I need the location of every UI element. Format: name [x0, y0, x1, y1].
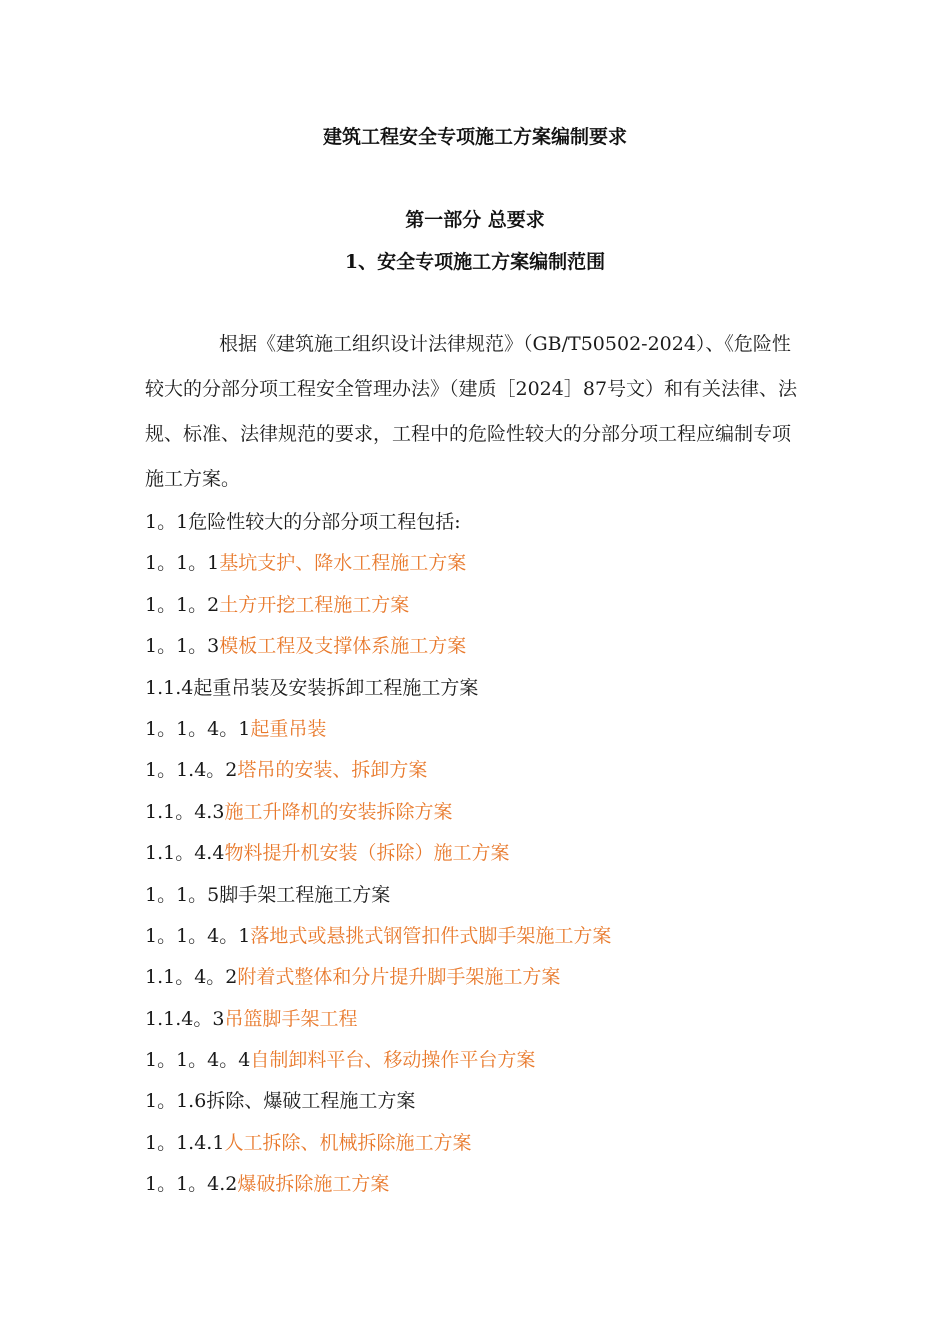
- item-number: 1.1.4: [145, 676, 194, 699]
- item-link[interactable]: 塔吊的安装、拆卸方案: [237, 759, 428, 782]
- item-link[interactable]: 附着式整体和分片提升脚手架施工方案: [237, 966, 561, 989]
- list-item: [145, 750, 845, 791]
- list-item: [145, 957, 845, 998]
- list-item: [145, 1164, 845, 1205]
- item-link[interactable]: 起重吊装: [250, 717, 327, 740]
- item-number: 1。1。4.2: [145, 1173, 238, 1196]
- item-number: 1.1。4.3: [145, 800, 225, 823]
- item-number: 1.1。4。2: [145, 966, 238, 989]
- item-link[interactable]: 物料提升机安装（拆除）施工方案: [224, 842, 510, 865]
- item-number: 1。1。4。1: [145, 717, 251, 740]
- item-number: 1.1。4.4: [145, 842, 225, 865]
- item-number: 1。1。2: [145, 593, 220, 616]
- list-item: [145, 502, 845, 543]
- list-item: [145, 543, 845, 584]
- intro-paragraph: 根据《建筑施工组织设计法律规范》（GB/T50502-2024）、《危险性较大的分部分项工程安全管理办法》（建质［2024］87号文）和有关法律、法规、标准、法律规范的要求，工程中的危险性较大的分部分项工程应编制专项施工方案。: [145, 333, 798, 490]
- list-item: [145, 585, 845, 626]
- item-number: 1。1.4.1: [145, 1131, 225, 1154]
- list-item: [145, 1081, 845, 1122]
- item-link[interactable]: 施工升降机的安装拆除方案: [224, 800, 453, 823]
- item-link[interactable]: 土方开挖工程施工方案: [219, 593, 410, 616]
- item-link[interactable]: 吊篮脚手架工程: [224, 1007, 358, 1030]
- item-text: 拆除、爆破工程施工方案: [206, 1090, 416, 1113]
- item-link[interactable]: 基坑支护、降水工程施工方案: [219, 552, 467, 575]
- item-number: 1。1。3: [145, 635, 220, 658]
- list-item: [145, 709, 845, 750]
- list-item: [145, 875, 845, 916]
- section-heading: 1、安全专项施工方案编制范围: [344, 251, 606, 273]
- item-number: 1。1。5: [145, 883, 220, 906]
- list-item: [145, 668, 845, 709]
- item-link[interactable]: 爆破拆除施工方案: [237, 1173, 390, 1196]
- item-number: 1。1.4。2: [145, 759, 238, 782]
- part-heading: 第一部分 总要求: [405, 209, 545, 231]
- list-item: [145, 1123, 845, 1164]
- item-link[interactable]: 自制卸料平台、移动操作平台方案: [250, 1049, 536, 1072]
- item-number: 1。1。1: [145, 552, 220, 575]
- item-text: 危险性较大的分部分项工程包括:: [188, 511, 461, 533]
- item-text: 起重吊装及安装拆卸工程施工方案: [193, 676, 479, 699]
- item-number: 1。1。4。1: [145, 924, 251, 947]
- item-number: 1。1: [145, 511, 189, 533]
- item-link[interactable]: 落地式或悬挑式钢管扣件式脚手架施工方案: [250, 924, 612, 947]
- item-number: 1.1.4。3: [145, 1007, 225, 1030]
- item-number: 1。1。4。4: [145, 1049, 251, 1072]
- item-link[interactable]: 人工拆除、机械拆除施工方案: [224, 1131, 472, 1154]
- list-item: [145, 999, 845, 1040]
- list-item: [145, 626, 845, 667]
- item-link[interactable]: 模板工程及支撑体系施工方案: [219, 635, 467, 658]
- list-item: [145, 833, 845, 874]
- item-text: 脚手架工程施工方案: [219, 883, 391, 906]
- list-item: [145, 916, 845, 957]
- list-item: [145, 1040, 845, 1081]
- document-title: 建筑工程安全专项施工方案编制要求: [322, 126, 627, 148]
- scope-item-list: [145, 502, 845, 1206]
- item-number: 1。1.6: [145, 1090, 207, 1113]
- list-item: [145, 792, 845, 833]
